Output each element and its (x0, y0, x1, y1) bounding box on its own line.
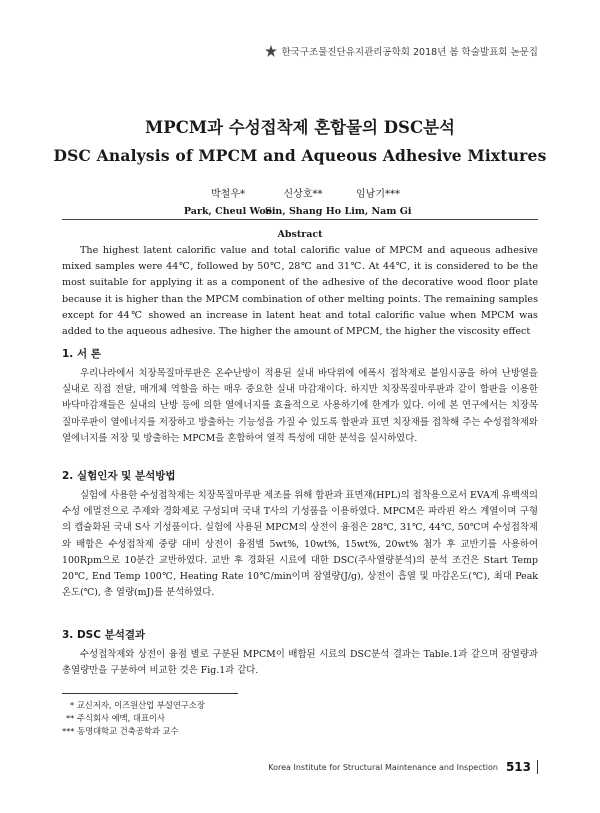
author-2-english: Sin, Shang Ho (264, 206, 342, 217)
page-footer (268, 760, 538, 774)
section-1-heading: 1. 서 론 (62, 348, 101, 360)
footnote-1: * 교신저자, 이즈원산업 부설연구소장 (70, 700, 205, 710)
journal-name: 한국구조물진단유지관리공학회 2018년 봄 학술발표회 논문집 (281, 47, 538, 58)
footnote-2: ** 주식회사 예맥, 대표이사 (66, 713, 165, 723)
section-3-body (62, 647, 538, 679)
section-3-heading: 3. DSC 분석결과 (62, 629, 146, 641)
section-2-body (62, 488, 538, 601)
page-number: 513 (506, 760, 538, 774)
footnote-divider (62, 693, 238, 694)
running-header (265, 44, 538, 58)
abstract-text: The highest latent calorific value and total calorific value of MPCM and aqueous adhesive mixed samples were 44℃, followed by 50℃, 28℃ and 31℃. At 44℃, it is considered to be the most suitable for applying it as a component of the adhesive of the decorative wood floor plate because it is higher than the MPCM combination of other melting points. The remaining samples except for 44℃ showed an increase in latent heat and total calorific value when MPCM was added to the aqueous adhesive. The higher the amount of MPCM, the higher the viscosity effect (62, 245, 538, 338)
footer-institute: Korea Institute for Structural Maintenance and Inspection (268, 762, 498, 772)
title-divider (62, 219, 538, 220)
author-3-english: Lim, Nam Gi (344, 206, 412, 217)
author-1-korean: 박철우* (211, 189, 245, 200)
section-2-text: 실험에 사용한 수성접착제는 치장목질마루판 제조를 위해 합판과 표면재(HPL)의 접착용으로서 EVA계 유백색의 수성 에멀전으로 주제와 경화제로 구성되며 국내 T사의 기성품을 이용하였다. MPCM은 파라핀 왁스 계열이며 구형의 캡슐화된 국내 S사 기성품이다. 실험에 사용된 MPCM의 상전이 융점은 28℃, 31℃, 44℃, 50℃며 수성접착제와 배합은 수성접착제 중량 대비 상전이 융점별 5wt%, 10wt%, 15wt%, 20wt% 첨가 후 교반기를 사용하여 100Rpm으로 10분간 교반하였다. 교반 후 경화된 시료에 대한 DSC(주사열량분석)의 분석 조건은 Start Temp 20℃, End Temp 100℃, Heating Rate 10℃/min이며 잠열량(J/g), 상전이 흡열 및 마감온도(℃), 최대 Peak 온도(℃), 총 열량(mJ)를 분석하였다. (62, 490, 538, 599)
korean-title: MPCM과 수성접착제 혼합물의 DSC분석 (145, 118, 455, 137)
section-1-text: 우리나라에서 치장목질마루판은 온수난방이 적용된 실내 바닥위에 에폭시 접착제로 붙임시공을 하여 난방열을 실내로 직접 전달, 매개체 역할을 하는 매우 중요한 실내 마감재이다. 하지만 치장목질마루판과 같이 합판을 이용한 바닥마감재들은 실내의 난방 등에 의한 열에너지를 효율적으로 사용하기에 한계가 있다. 이에 본 연구에서는 치장목질마루판이 열에너지를 저장하고 방출하는 기능성을 가질 수 있도록 합판과 표면 치장재를 접착해 주는 수성접착제와 열에너지를 저장 및 방출하는 MPCM을 혼합하여 열적 특성에 대한 분석을 실시하였다. (62, 368, 538, 444)
abstract-heading: Abstract (277, 229, 323, 240)
footnote-3: *** 동명대학교 건축공학과 교수 (62, 726, 179, 736)
author-3-korean: 임남기*** (356, 189, 400, 200)
abstract-body (62, 243, 538, 340)
society-logo-icon (265, 45, 277, 57)
section-2-heading: 2. 실험인자 및 분석방법 (62, 470, 176, 482)
author-2-korean: 신상호** (283, 189, 323, 200)
section-1-body (62, 366, 538, 447)
english-title: DSC Analysis of MPCM and Aqueous Adhesive Mixtures (53, 146, 547, 165)
author-1-english: Park, Cheul Woo (183, 206, 273, 217)
section-3-text: 수성접착제와 상전이 융점 별로 구분된 MPCM이 배합된 시료의 DSC분석 결과는 Table.1과 같으며 잠열량과 총열량만을 구분하여 비교한 것은 Fig.1과 같다. (62, 649, 538, 677)
author-3 (328, 185, 428, 217)
